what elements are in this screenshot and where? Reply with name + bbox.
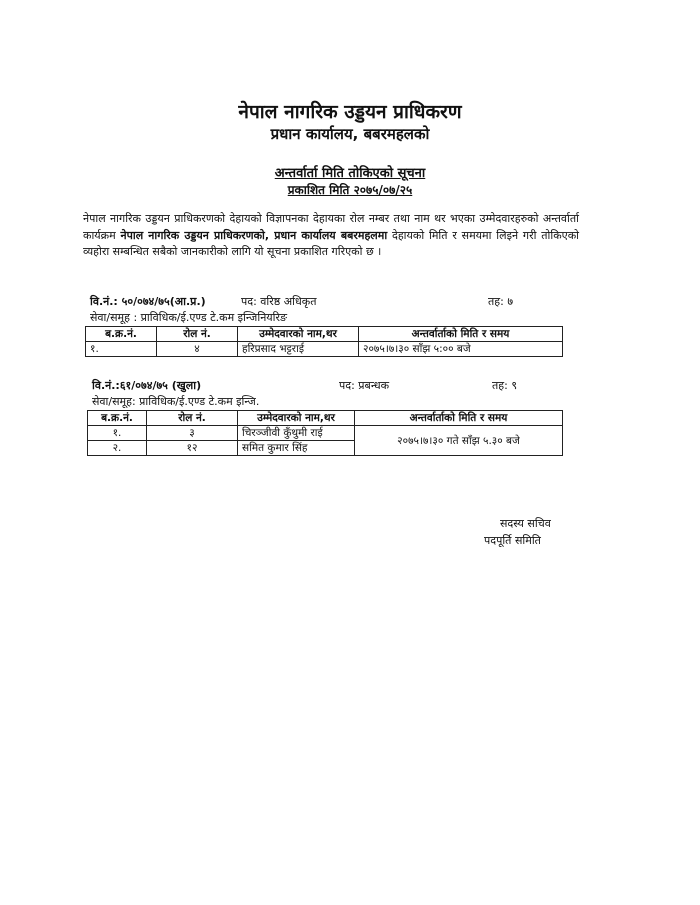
signature-title: सदस्य सचिव [500,517,551,530]
section1-table [85,326,563,357]
section1-ad-number: वि.नं.: ५०/०७४/७५(आ.प्र.) [90,295,206,308]
section2-service: सेवा/समूह: प्राविधिक/ई.एण्ड टे.कम इन्जि. [92,395,260,408]
col-datetime: अन्तर्वार्ताको मिति र समय [359,327,563,342]
table-row [88,426,563,441]
col-roll: रोल नं. [157,327,238,342]
published-date-text: प्रकाशित मिति २०७५/०७/२५ [287,183,413,197]
table-header-row [86,327,563,342]
table-row [86,342,563,357]
notice-body [83,211,579,261]
cell-sn: १. [88,426,147,441]
col-roll: रोल नं. [147,411,238,426]
published-date [0,181,700,198]
table-header-row [88,411,563,426]
section2-level: तह: ९ [492,379,518,392]
office-name: प्रधान कार्यालय, बबरमहलको [270,125,430,143]
col-sn: ब.क्र.नं. [86,327,157,342]
notice-title-text: अन्तर्वार्ता मिति तोकिएको सूचना [274,166,426,181]
organization-name: नेपाल नागरिक उड्डयन प्राधिकरण [238,101,462,123]
body-bold-venue: नेपाल नागरिक उड्डयन प्राधिकरणको, प्रधान कार्यालय बबरमहलमा [120,228,388,242]
cell-roll: ३ [147,426,238,441]
col-name: उम्मेदवारको नाम,थर [238,327,359,342]
cell-name: हरिप्रसाद भट्टराई [238,342,359,357]
cell-sn: १. [86,342,157,357]
section2-post: पद: प्रबन्धक [339,379,390,392]
section1-level: तह: ७ [488,295,514,308]
cell-datetime: २०७५।७।३० साँझ ५:०० बजे [359,342,563,357]
cell-roll: ४ [157,342,238,357]
body-part2: देहायको मिति र समयमा लिइने गरी तोकिएको व्यहोरा सम्बन्धित सबैको जानकारीको लागि यो सूचना प्रकाशित गरिएको छ । [83,228,580,258]
section1-service: सेवा/समूह : प्राविधिक/ई.एण्ड टे.कम इन्जिनियरिङ [90,311,288,324]
section2-table [87,410,563,456]
cell-datetime: २०७५।७।३० गते साँझ ५.३० बजे [355,426,563,456]
cell-name: समित कुमार सिंह [238,441,355,456]
cell-roll: १२ [147,441,238,456]
notice-title [0,163,700,181]
cell-name: चिरञ्जीवी कुँथुमी राई [238,426,355,441]
body-part1: नेपाल नागरिक उड्डयन प्राधिकरणको देहायको विज्ञापनका देहायका रोल नम्बर तथा नाम थर भएका उम्मेदवारहरुको अन्तर्वार्ता कार्यक्रम [83,212,579,242]
col-datetime: अन्तर्वार्ताको मिति र समय [355,411,563,426]
section2-ad-number: वि.नं.:६१/०७४/७५ (खुला) [92,379,202,392]
cell-sn: २. [88,441,147,456]
section1-post: पद: वरिष्ठ अधिकृत [241,295,317,308]
col-sn: ब.क्र.नं. [88,411,147,426]
signature-committee: पदपूर्ति समिति [484,534,541,547]
col-name: उम्मेदवारको नाम,थर [238,411,355,426]
